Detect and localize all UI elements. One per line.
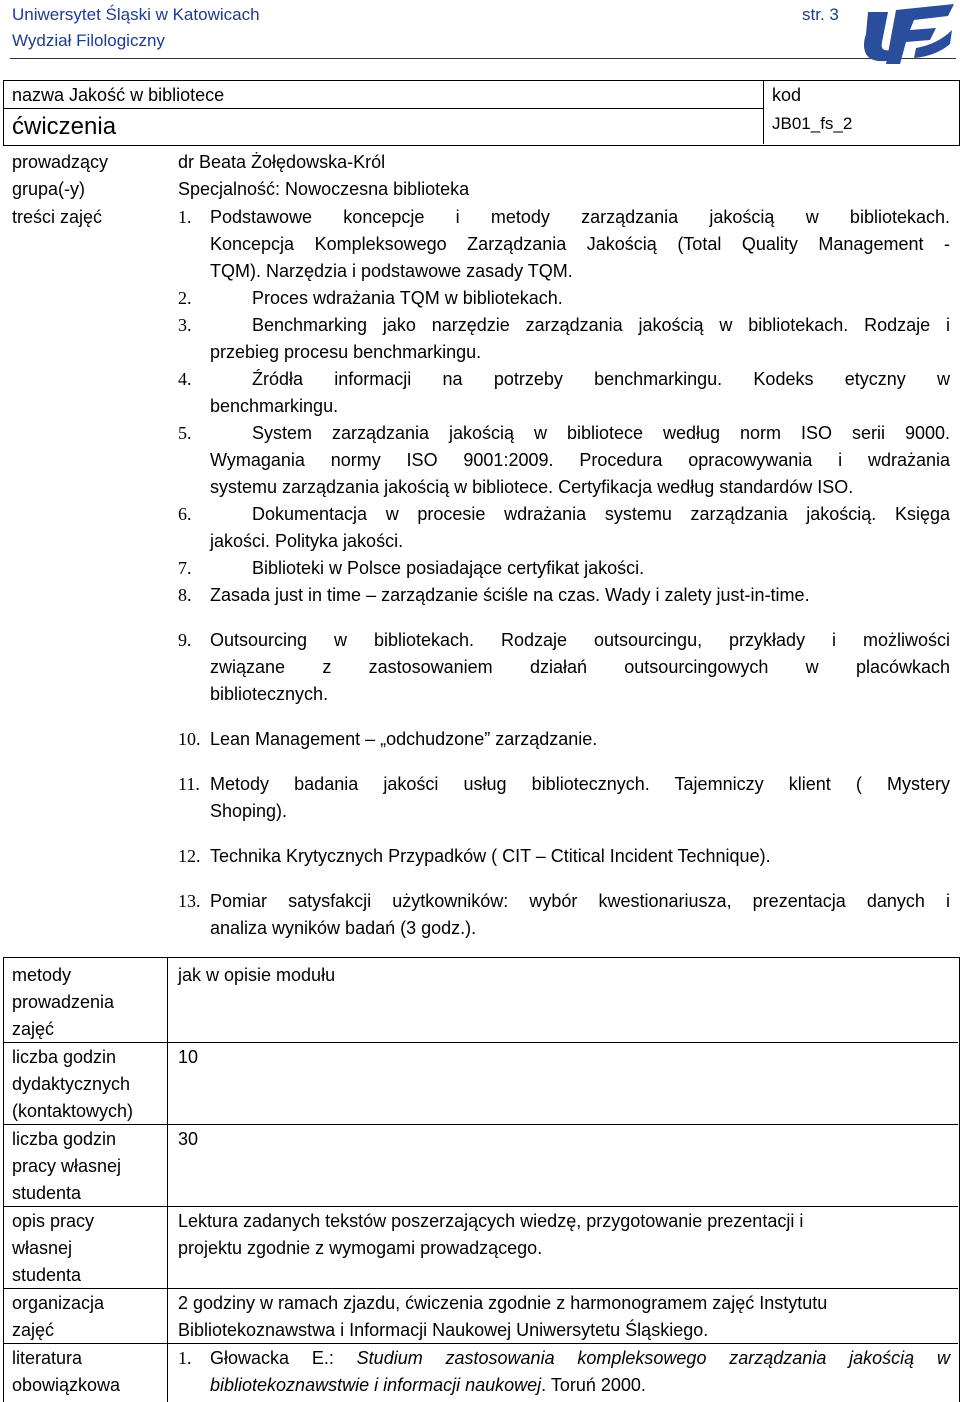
literature-rest: . Toruń 2000. [541,1375,646,1395]
topic-item: 1. Podstawowe koncepcje i metody zarządzania jakością w bibliotekach. Koncepcja Kompleksowego Zarządzania Jakością (Total Quality Management - TQM). Narzędzia i podstawowe zasady TQM. [178,207,950,281]
topic-item: 6. Dokumentacja w procesie wdrażania systemu zarządzania jakością. Księga jakości. Polityka jakości. [178,504,950,551]
topic-item: 13. Pomiar satysfakcji użytkowników: wybór kwestionariusza, prezentacja danych i analiza wyników badań (3 godz.). [178,891,950,938]
course-name-line: nazwa Jakość w bibliotece [12,85,225,105]
header-rule [10,58,956,59]
page-number: str. 3 [802,5,839,24]
topic-item: 3. Benchmarking jako narzędzie zarządzania jakością w bibliotekach. Rodzaje i przebieg procesu benchmarkingu. [178,315,950,362]
methods-label: metody prowadzenia zajęć [12,965,115,1039]
literature-title-1: Studium zastosowania kompleksowego zarządzania jakością w [356,1348,950,1368]
topic-item: 4. Źródła informacji na potrzeby benchmarkingu. Kodeks etyczny w benchmarkingu. [178,369,950,416]
topic-item: 11. Metody badania jakości usług bibliotecznych. Tajemniczy klient ( Mystery Shoping). [178,774,950,821]
course-type: ćwiczenia [12,113,117,140]
group-value: Specjalność: Nowoczesna biblioteka [178,179,470,199]
university-logo [858,0,958,68]
university-name: Uniwersytet Śląski w Katowicach [12,5,260,24]
group-label: grupa(-y) [12,179,86,199]
literature-label: literatura obowiązkowa [12,1348,121,1395]
self-work-value: Lektura zadanych tekstów poszerzających wiedzę, przygotowanie prezentacji i projektu zgodnie z wymogami prowadzącego. [178,1211,804,1258]
contact-hours-label: liczba godzin dydaktycznych (kontaktowych) [12,1047,134,1121]
topic-item: 7. Biblioteki w Polsce posiadające certyfikat jakości. [178,558,645,578]
topic-item: 8. Zasada just in time – zarządzanie ściśle na czas. Wady i zalety just-in-time. [178,585,810,605]
self-hours-label: liczba godzin pracy własnej studenta [12,1129,122,1203]
topic-item: 12. Technika Krytycznych Przypadków ( CIT – Ctitical Incident Technique). [178,846,771,866]
topic-item: 2. Proces wdrażania TQM w bibliotekach. [178,288,563,308]
organization-label: organizacja zajęć [12,1293,105,1340]
topic-item: 5. System zarządzania jakością w bibliotece według norm ISO serii 9000. Wymagania normy ISO 9001:2009. Procedura opracowywania i wdrażania systemu zarządzania jakością w bibliotece. Certyfikacja według standardów ISO. [178,423,950,497]
organization-value: 2 godziny w ramach zjazdu, ćwiczenia zgodnie z harmonogramem zajęć Instytutu Bibliotekoznawstwa i Informacji Naukowej Uniwersytetu Śląskiego. [178,1293,828,1340]
instructor-name: dr Beata Żołędowska-Król [178,152,386,172]
topic-item: 9. Outsourcing w bibliotekach. Rodzaje outsourcingu, przykłady i możliwości związane z zastosowaniem działań outsourcingowych w placówkach bibliotecznych. [178,630,950,704]
instructor-label: prowadzący [12,152,109,172]
course-code: JB01_fs_2 [772,114,853,133]
self-work-label: opis pracy własnej studenta [12,1211,95,1285]
topic-item: 10. Lean Management – „odchudzone” zarządzanie. [178,729,598,749]
literature-item: 1. Głowacka E.: Studium zastosowania kompleksowego zarządzania jakością w bibliotekoznawstwie i informacji naukowej. Toruń 2000. [178,1348,950,1395]
contact-hours-value: 10 [178,1047,199,1067]
code-label: kod [772,85,802,105]
methods-value: jak w opisie modułu [178,965,336,985]
literature-author: Głowacka E.: [210,1348,334,1368]
content-label: treści zajęć [12,207,103,227]
faculty-name: Wydział Filologiczny [12,31,165,50]
course-name: Jakość w bibliotece [69,85,225,105]
literature-title-2: bibliotekoznawstwie i informacji naukowej [210,1375,542,1395]
self-hours-value: 30 [178,1129,199,1149]
